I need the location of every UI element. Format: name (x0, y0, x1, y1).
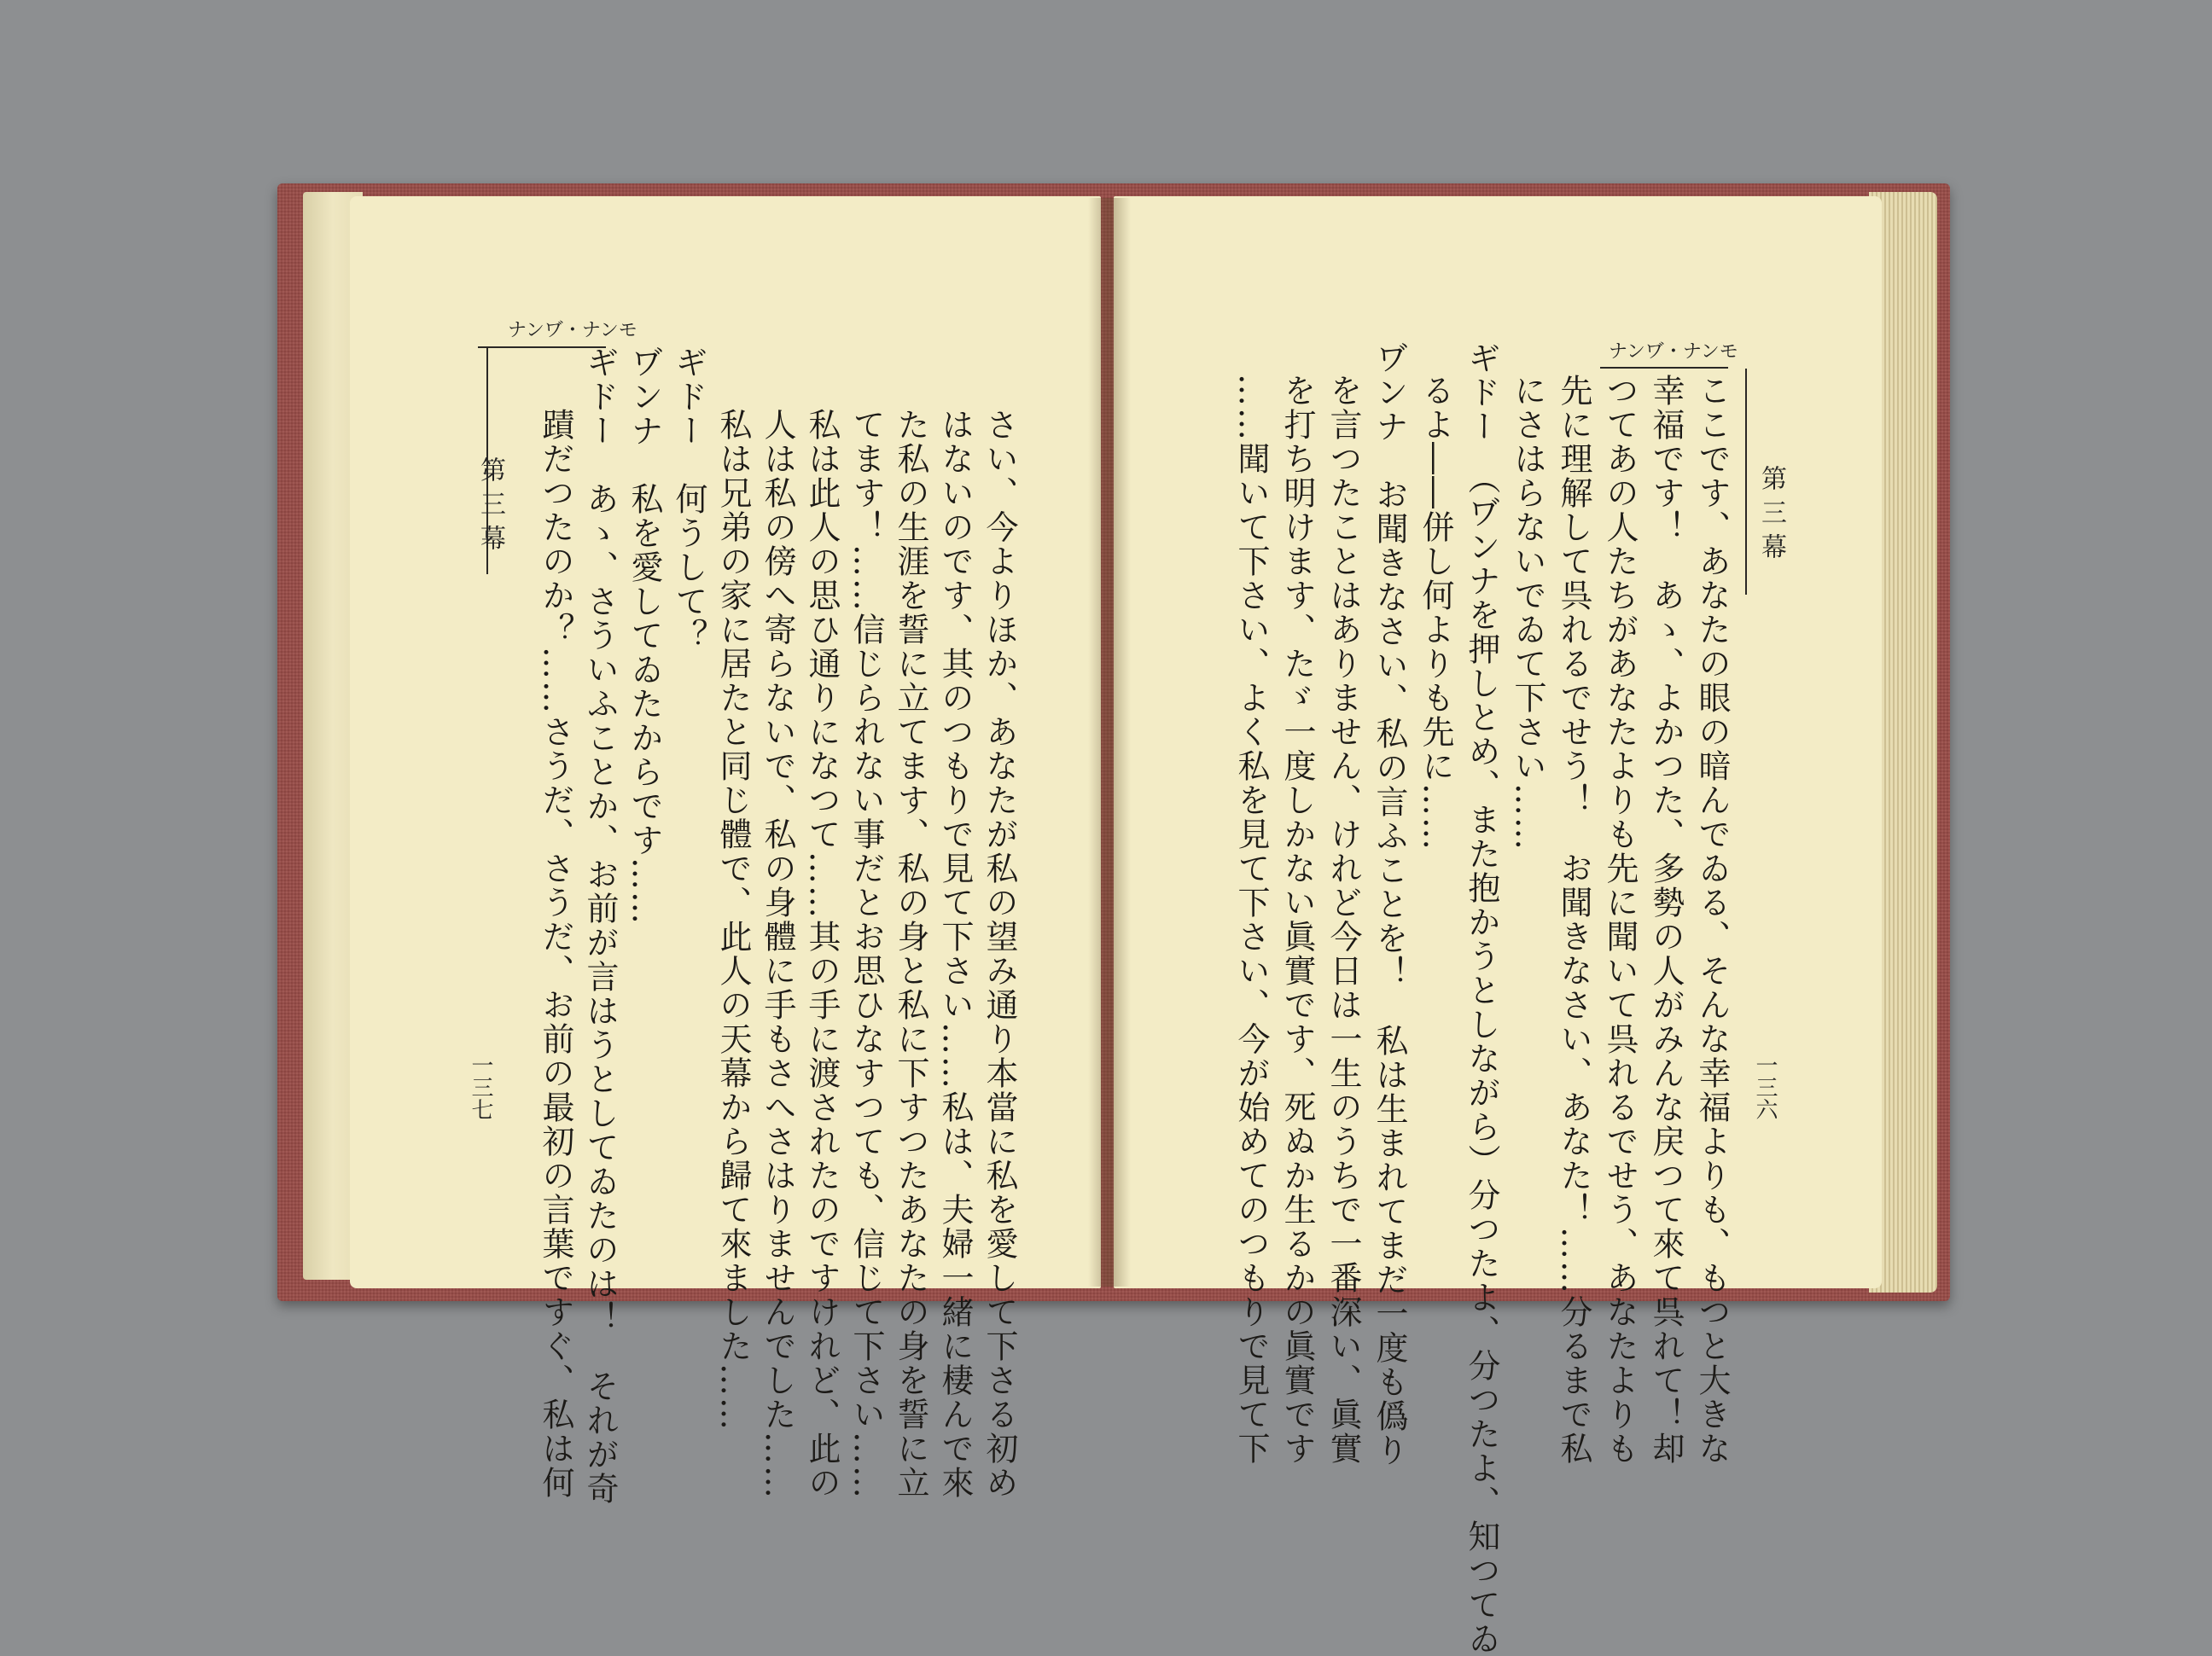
left-page (350, 196, 1101, 1506)
text-column: さい、今よりほか、あなたが私の望み通り本當に私を愛して下さる初め (981, 408, 1018, 1500)
text-column: ギドー 何うして？ (670, 346, 707, 653)
right-page (1114, 196, 1882, 1656)
text-column: てます！……信じられない事だとお思ひなすつても、信じて下さい…… (847, 408, 885, 1500)
text-column: ここです、あなたの眼の暗んでゐる、そんな幸福よりも、もつと大きな (1693, 374, 1731, 1466)
text-column: るよ――併し何よりも先に…… (1417, 374, 1454, 851)
text-column: た私の生涯を誓に立てます、私の身と私に下すつたあなたの身を誓に立 (892, 408, 929, 1500)
left-page-number: 一三七 (468, 1054, 493, 1120)
text-column: にさはらないでゐて下さい…… (1509, 374, 1546, 851)
text-column: 幸福です！ あゝ、よかつた、多勢の人がみんな戻つて來て呉れて！却 (1647, 374, 1685, 1466)
text-column: ヷンナ お聞きなさい、私の言ふことを！ 私は生まれてまだ一度も僞り (1371, 341, 1408, 1467)
text-column: ギドー あゝ、さういふことか、お前が言はうとしてゐたのは！ それが奇 (581, 346, 619, 1506)
text-column: 私は兄弟の家に居たと同じ體で、此人の天幕から歸て來ました…… (714, 408, 752, 1432)
text-column: ヷンナ 私を愛してゐたからです…… (626, 346, 663, 926)
text-column: 人は私の傍へ寄らないで、私の身體に手もさへさはりませんでした…… (759, 408, 796, 1500)
text-column: を言つたことはありません、けれど今日は一生のうちで一番深い、眞實 (1324, 374, 1362, 1466)
right-page-number: 一三六 (1752, 1054, 1778, 1120)
right-act-label: 第三幕 (1756, 465, 1786, 567)
book-gutter (1088, 198, 1131, 1287)
text-column: ギドー （ヷンナを押しとめ、また抱かうとしながら）分つたよ、分つたよ、知つてゐ (1463, 341, 1500, 1656)
text-column: つてあの人たちがあなたよりも先に聞いて呉れるでせう、あなたよりも (1601, 374, 1639, 1466)
left-act-label: 第三幕 (475, 456, 505, 559)
left-running-head: ナンヷ・ナンモ (508, 320, 637, 341)
text-column: ……聞いて下さい、よく私を見て下さい、今が始めてのつもりで見て下 (1232, 374, 1270, 1466)
text-column: 私は此人の思ひ通りになつて……其の手に渡されたのですけれど、此の (803, 408, 841, 1500)
right-running-head: ナンヷ・ナンモ (1609, 341, 1738, 363)
right-head-rule (1600, 367, 1728, 369)
text-column: 先に理解して呉れるでせう！ お聞きなさい、あなた！……分るまで私 (1555, 374, 1592, 1466)
text-column: を打ち明けます、たゞ一度しかない眞實です、死ぬか生るかの眞實です (1278, 374, 1316, 1466)
text-column: はないのです、其のつもりで見て下さい……私は、夫婦一緒に棲んで來 (936, 408, 974, 1500)
text-column: 蹟だつたのか？……さうだ、さうだ、お前の最初の言葉ですぐ、私は何 (537, 408, 574, 1500)
right-head-vertical-rule (1745, 369, 1747, 595)
